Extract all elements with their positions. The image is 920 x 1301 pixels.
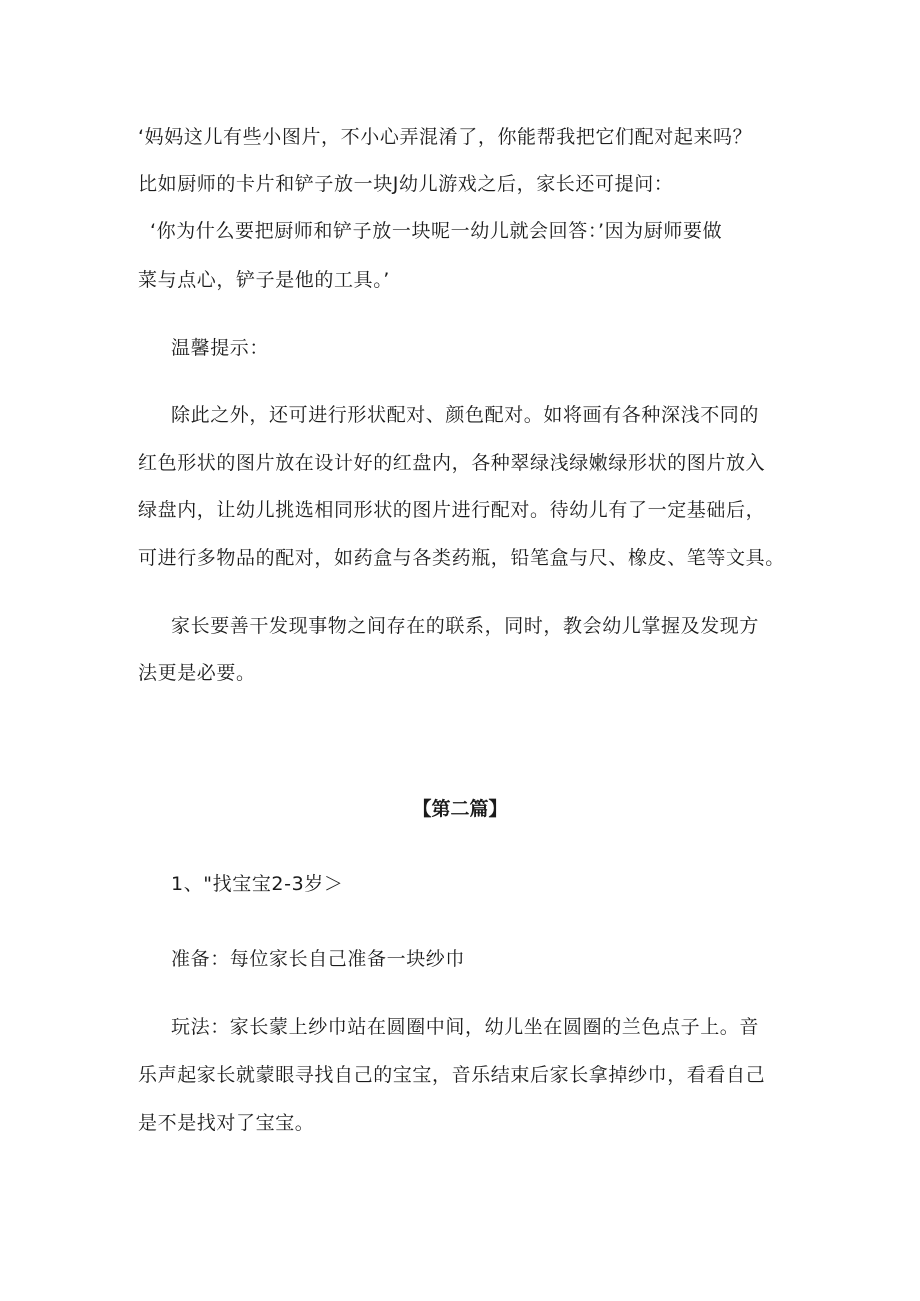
game-title: 1、"找宝宝2-3岁＞ (171, 873, 344, 895)
paragraph-line-2: 比如厨师的卡片和铲子放一块J幼儿游戏之后，家长还可提问： (138, 173, 674, 195)
play-line-3: 是不是找对了宝宝。 (138, 1112, 315, 1134)
paragraph-line-7: 红色形状的图片放在设计好的红盘内，各种翠绿浅绿嫩绿形状的图片放入 (138, 452, 766, 474)
paragraph-line-10: 家长要善干发现事物之间存在的联系，同时，教会幼儿掌握及发现方 (171, 615, 760, 637)
preparation-line: 准备：每位家长自己准备一块纱巾 (171, 948, 466, 970)
tip-heading: 温馨提示： (171, 337, 270, 359)
paragraph-line-9: 可进行多物品的配对，如药盒与各类药瓶，铅笔盒与尺、橡皮、笔等文具。 (138, 547, 785, 569)
paragraph-line-1: ‘妈妈这儿有些小图片，不小心弄混淆了，你能帮我把它们配对起来吗？ (138, 126, 753, 148)
play-line-1: 玩法：家长蒙上纱巾站在圆圈中间，幼儿坐在圆圈的兰色点子上。音 (171, 1016, 760, 1038)
paragraph-line-3: ‘你为什么要把厨师和铲子放一块呢一幼儿就会回答：’因为厨师要做 (150, 220, 723, 242)
paragraph-line-4: 菜与点心，铲子是他的工具。’ (138, 269, 390, 291)
section-title: 【第二篇】 (412, 798, 508, 820)
play-line-2: 乐声起家长就蒙眼寻找自己的宝宝，音乐结束后家长拿掉纱巾，看看自己 (138, 1064, 766, 1086)
paragraph-line-11: 法更是必要。 (138, 662, 256, 684)
paragraph-line-8: 绿盘内，让幼儿挑选相同形状的图片进行配对。待幼儿有了一定基础后， (138, 499, 766, 521)
paragraph-line-6: 除此之外，还可进行形状配对、颜色配对。如将画有各种深浅不同的 (171, 404, 760, 426)
